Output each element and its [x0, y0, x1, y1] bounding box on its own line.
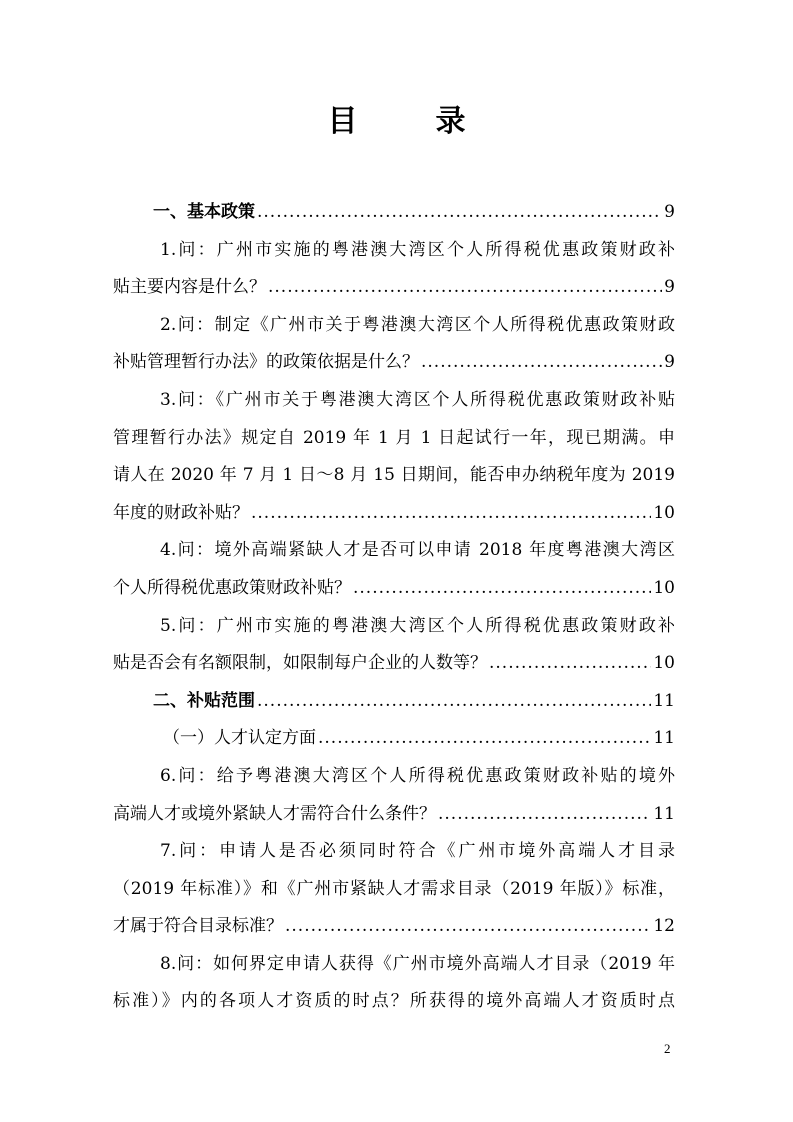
toc-page-number: 9 [664, 352, 675, 373]
dot-leader [489, 645, 651, 683]
toc-question-entry[interactable] [113, 758, 675, 833]
dot-leader [257, 683, 651, 721]
toc-question-entry[interactable] [113, 232, 675, 307]
toc-question-entry[interactable] [113, 307, 675, 382]
dot-leader [421, 344, 662, 382]
toc-entry-line: 管理暂行办法》规定自 2019 年 1 月 1 日起试行一年，现已期满。申 [113, 427, 675, 448]
toc-entry-text: 年度的财政补贴？ [113, 502, 249, 523]
toc-entry-leader-line [113, 570, 675, 608]
toc-heading-entry[interactable] [113, 683, 675, 721]
toc-entry-line: 1.问：广州市实施的粤港澳大湾区个人所得税优惠政策财政补 [160, 239, 675, 260]
dot-leader [438, 796, 651, 834]
page-title: 目 录 [327, 104, 490, 139]
toc-entry-text: 二、补贴范围 [153, 690, 255, 711]
toc-page-number: 11 [653, 690, 675, 711]
toc-question-entry[interactable] [113, 382, 675, 532]
toc-entry-text: 高端人才或境外紧缺人才需符合什么条件？ [113, 803, 436, 824]
toc-heading-entry[interactable] [113, 194, 675, 232]
toc-entry-text: 补贴管理暂行办法》的政策依据是什么？ [113, 352, 419, 373]
dot-leader [251, 495, 651, 533]
toc-entry-text: （一）人才认定方面 [163, 728, 316, 749]
toc-entry-line: 请人在 2020 年 7 月 1 日～8 月 15 日期间，能否申办纳税年度为 2019 [113, 465, 675, 486]
toc-entry-line: 2.问：制定《广州市关于粤港澳大湾区个人所得税优惠政策财政 [160, 314, 675, 335]
page-number: 2 [664, 1041, 671, 1056]
toc-entry-leader-line [113, 194, 675, 232]
toc-entry-text: 贴主要内容是什么？ [113, 277, 266, 298]
toc-page-number: 10 [653, 577, 675, 598]
toc-page-number: 11 [653, 728, 675, 749]
toc-entry-line: 8.问：如何界定申请人获得《广州市境外高端人才目录（2019 年 [160, 953, 675, 974]
dot-leader [318, 720, 651, 758]
toc-entry-text: 贴是否会有名额限制，如限制每户企业的人数等？ [113, 653, 487, 674]
toc-entry-leader-line [113, 344, 675, 382]
toc-page-number: 12 [653, 916, 675, 937]
toc-entry-line: 5.问：广州市实施的粤港澳大湾区个人所得税优惠政策财政补 [160, 615, 675, 636]
toc-entry-text: 才属于符合目录标准？ [113, 916, 283, 937]
dot-leader [268, 269, 662, 307]
dot-leader [257, 194, 662, 232]
toc-question-entry[interactable] [113, 946, 675, 1021]
toc-entry-line: 6.问：给予粤港澳大湾区个人所得税优惠政策财政补贴的境外 [160, 765, 675, 786]
toc-entry-line: 7.问：申请人是否必须同时符合《广州市境外高端人才目录 [160, 841, 675, 862]
toc-entry-leader-line [113, 720, 675, 758]
toc-page-number: 10 [653, 653, 675, 674]
toc-page-number: 9 [664, 277, 675, 298]
toc-entry-line: 3.问：《广州市关于粤港澳大湾区个人所得税优惠政策财政补贴 [160, 389, 675, 410]
toc-entry-text: 一、基本政策 [153, 202, 255, 222]
toc-entry-leader-line [113, 908, 675, 946]
toc-entry-text: 个人所得税优惠政策财政补贴？ [113, 577, 351, 598]
toc-question-entry[interactable] [113, 608, 675, 683]
toc-entry-leader-line [113, 269, 675, 307]
toc-question-entry[interactable] [113, 532, 675, 607]
toc-entry-line: （2019 年标准）》和《广州市紧缺人才需求目录（2019 年版）》标准， [113, 878, 675, 899]
toc-question-entry[interactable] [113, 833, 675, 946]
toc-entry-line: 4.问：境外高端紧缺人才是否可以申请 2018 年度粤港澳大湾区 [160, 540, 675, 561]
toc-heading-entry[interactable] [113, 720, 675, 758]
toc-entry-leader-line [113, 495, 675, 533]
table-of-contents [113, 194, 675, 1021]
toc-entry-leader-line [113, 645, 675, 683]
toc-entry-leader-line [113, 796, 675, 834]
toc-page-number: 10 [653, 502, 675, 523]
dot-leader [353, 570, 651, 608]
dot-leader [285, 908, 651, 946]
toc-page-number: 11 [653, 803, 675, 824]
toc-entry-leader-line [113, 683, 675, 721]
toc-page-number: 9 [664, 202, 675, 222]
toc-entry-line: 标准）》内的各项人才资质的时点？所获得的境外高端人才资质时点 [113, 991, 675, 1012]
